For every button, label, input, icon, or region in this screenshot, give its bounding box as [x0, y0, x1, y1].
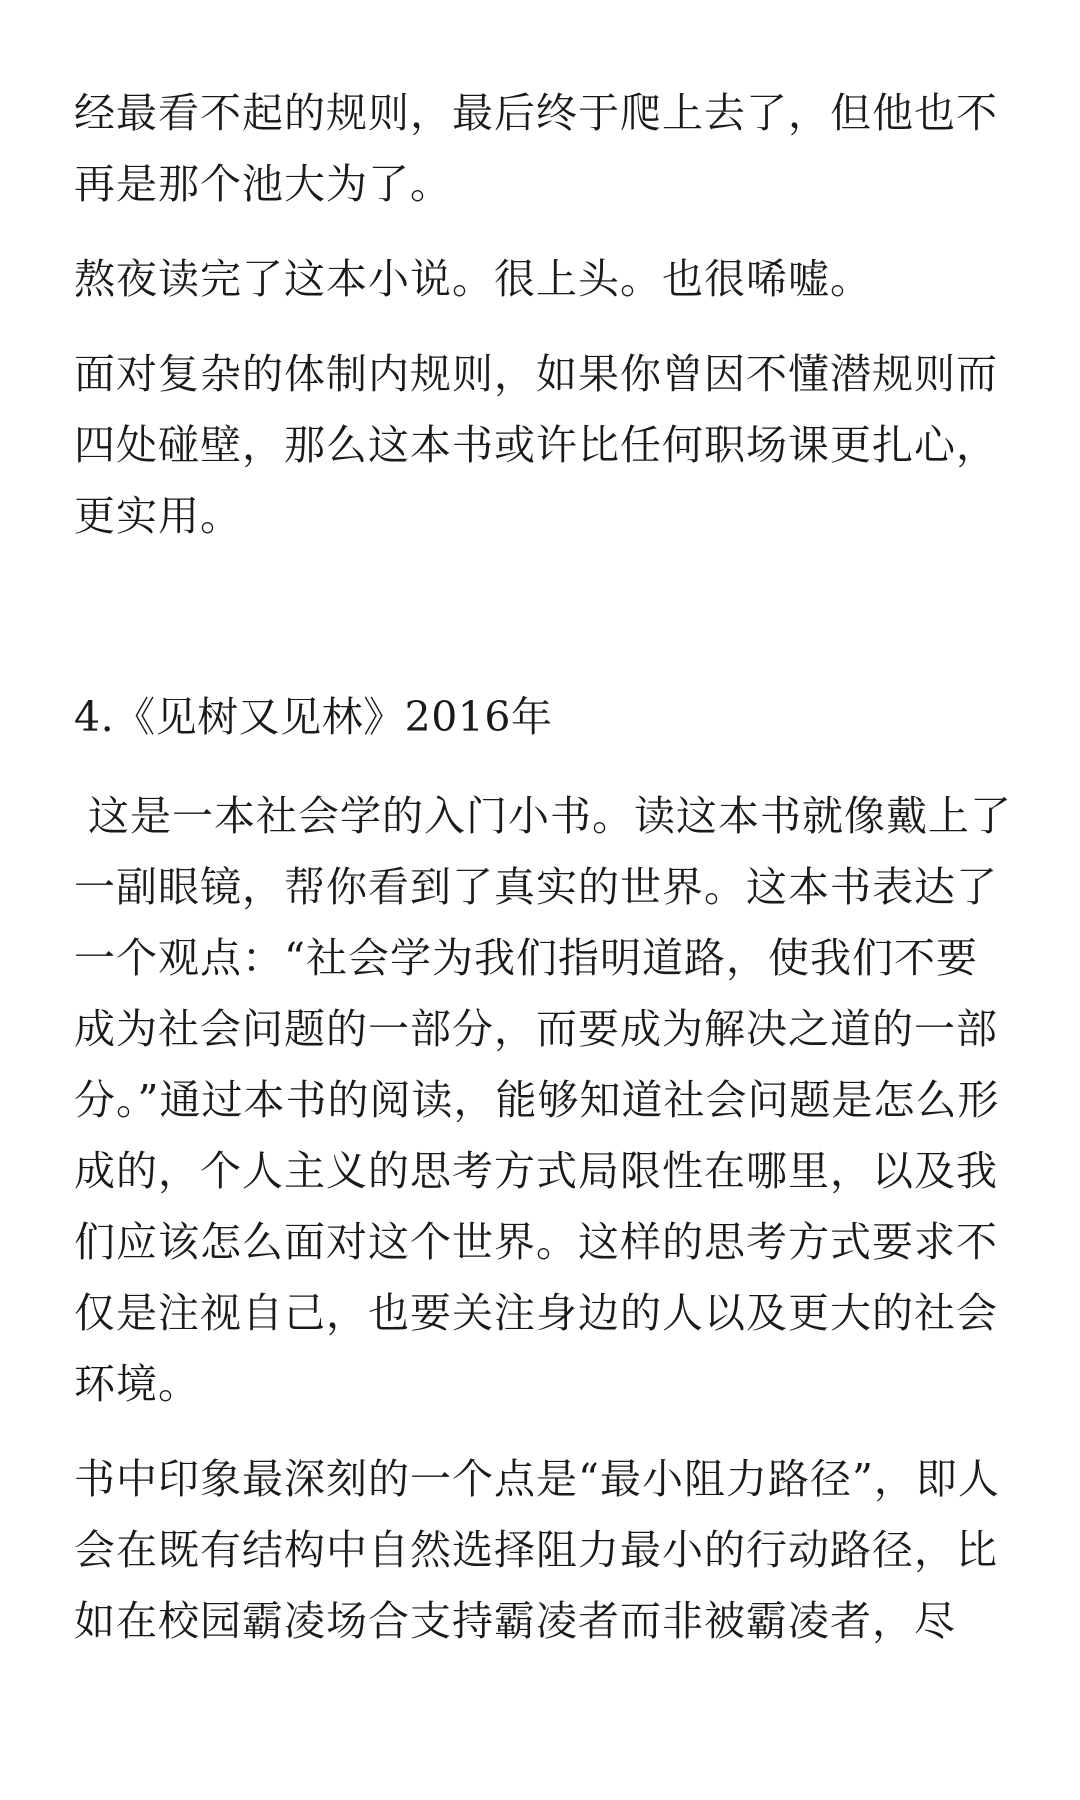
paragraph-ending-previous-book: 经最看不起的规则，最后终于爬上去了，但他也不再是那个池大为了。 [74, 89, 998, 208]
article-body [74, 78, 1014, 1657]
paragraph-least-resistance: 书中印象最深刻的一个点是“最小阻力路径”，即人会在既有结构中自然选择阻力最小的行动路径，比如在校园霸凌场合支持霸凌者而非被霸凌者，尽 [74, 1455, 1000, 1645]
paragraph-recommendation: 面对复杂的体制内规则，如果你曾因不懂潜规则而四处碰壁，那么这本书或许比任何职场课更扎心，更实用。 [74, 350, 998, 540]
paragraph-book-intro: 这是一本社会学的入门小书。读这本书就像戴上了一副眼镜，帮你看到了真实的世界。这本书表达了一个观点：“社会学为我们指明道路，使我们不要成为社会问题的一部分，而要成为解决之道的一部分。”通过本书的阅读，能够知道社会问题是怎么形成的，个人主义的思考方式局限性在哪里，以及我们应该怎么面对这个世界。这样的思考方式要求不仅是注视自己，也要关注身边的人以及更大的社会环境。 [74, 792, 1013, 1408]
book-heading: 4.《见树又见林》2016年 [74, 693, 553, 741]
paragraph-reading-impression: 熬夜读完了这本小说。很上头。也很唏嘘。 [74, 255, 872, 303]
